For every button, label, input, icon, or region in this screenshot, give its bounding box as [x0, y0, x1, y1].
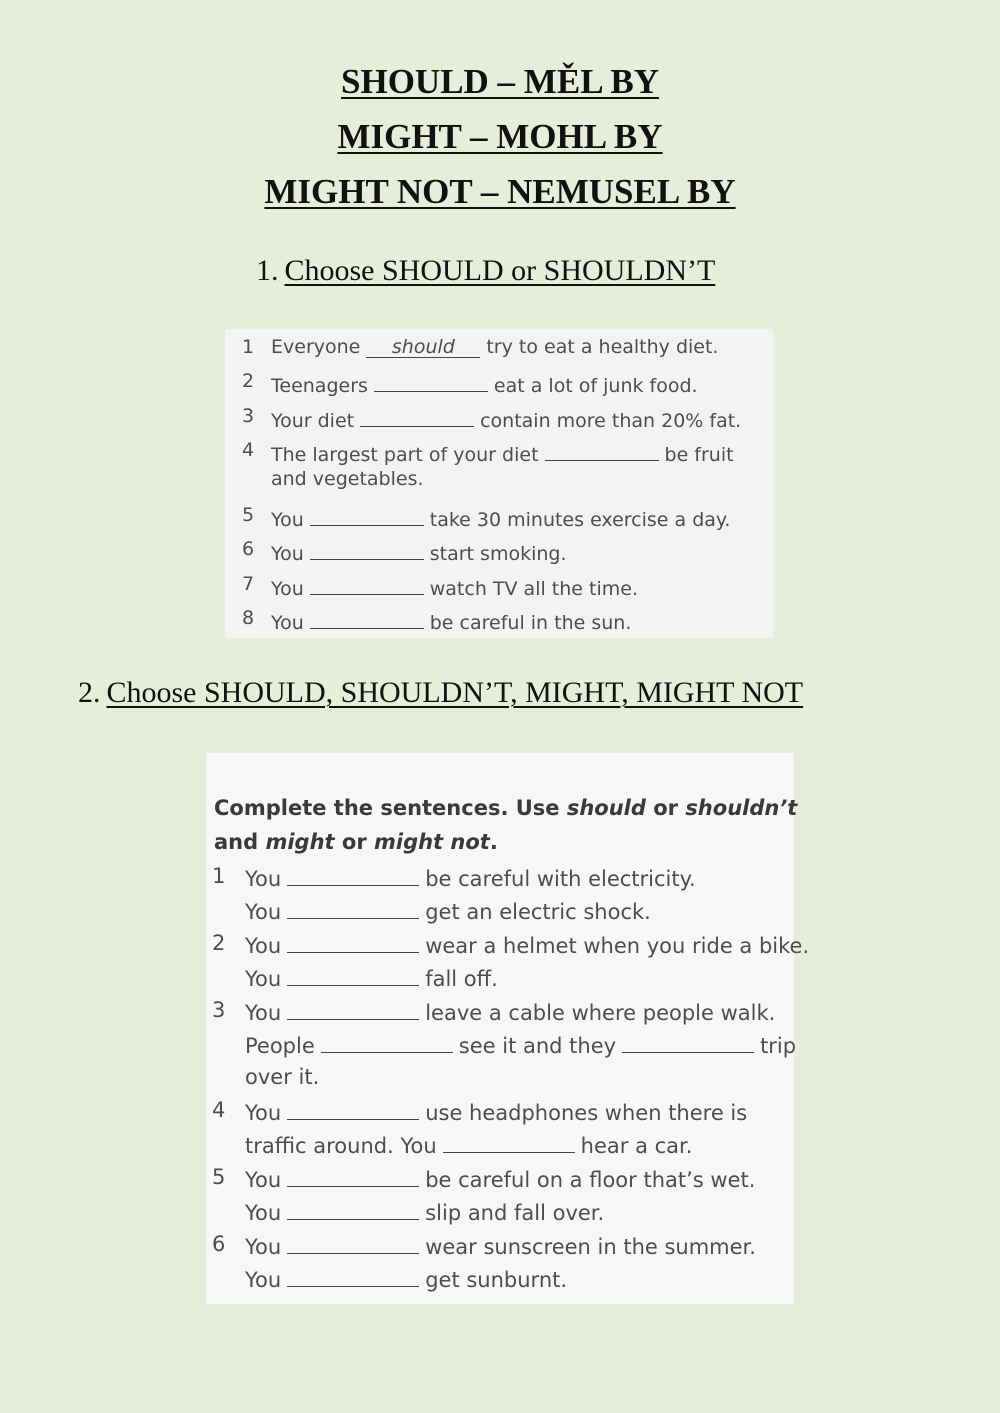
title-might-not: MIGHT NOT – NEMUSEL BY [264, 172, 736, 211]
task-1-number: 1. [256, 254, 279, 287]
answer-blank[interactable] [360, 407, 474, 427]
answer-blank[interactable] [287, 899, 419, 919]
exercise-1-box: 1 Everyone should try to eat a healthy diet. 2 Teenagers eat a lot of junk food. 3 Your diet contain more than 20% fat. 4 The largest part of your diet be fruit and vegetables. 5 You take 30 minutes exercise a day. 6 You start smoking. 7 You watch TV all the time. 8 You be careful in the sun. [225, 329, 773, 638]
task-1-instruction: Choose SHOULD or SHOULDN’T [284, 254, 716, 287]
answer-blank[interactable] [287, 1267, 419, 1287]
task-2-number: 2. [78, 676, 101, 709]
answer-blank[interactable] [310, 575, 424, 595]
title-might: MIGHT – MOHL BY [337, 117, 663, 156]
task-2-heading [78, 678, 803, 708]
exercise-2-heading: Complete the sentences. Use should or shouldn’t and might or might not. [214, 796, 798, 854]
answer-blank[interactable] [622, 1033, 754, 1053]
answer-blank[interactable] [310, 609, 424, 629]
answer-blank[interactable] [374, 372, 488, 392]
answer-blank[interactable] [287, 1200, 419, 1220]
answer-blank[interactable] [287, 966, 419, 986]
answer-blank[interactable] [443, 1133, 575, 1153]
answer-blank[interactable] [310, 540, 424, 560]
answer-blank[interactable] [287, 866, 419, 886]
task-2-instruction: Choose SHOULD, SHOULDN’T, MIGHT, MIGHT NOT [106, 676, 804, 709]
answer-blank[interactable] [545, 441, 659, 461]
answer-blank[interactable] [287, 1234, 419, 1254]
title-should: SHOULD – MĚL BY [341, 62, 659, 101]
answer-blank[interactable] [287, 1167, 419, 1187]
answer-blank[interactable] [321, 1033, 453, 1053]
answer-blank-filled[interactable]: should [366, 338, 480, 358]
task-1-heading [256, 256, 715, 286]
answer-blank[interactable] [287, 933, 419, 953]
answer-blank[interactable] [287, 1100, 419, 1120]
answer-blank[interactable] [287, 1000, 419, 1020]
exercise-2-box: Complete the sentences. Use should or shouldn’t and might or might not. 1 You be careful with electricity. You get an electric shock. 2 You wear a helmet when you ride a bike. You fall off. 3 You leave a cable where people walk. People see it and they trip over it. 4 You use headphones when there is traffic around. You hear a car. 5 You be careful on a floor that’s wet. You slip and fall over. 6 You wear sunscreen in the summer. You get sunburnt. [206, 753, 794, 1304]
answer-blank[interactable] [310, 506, 424, 526]
